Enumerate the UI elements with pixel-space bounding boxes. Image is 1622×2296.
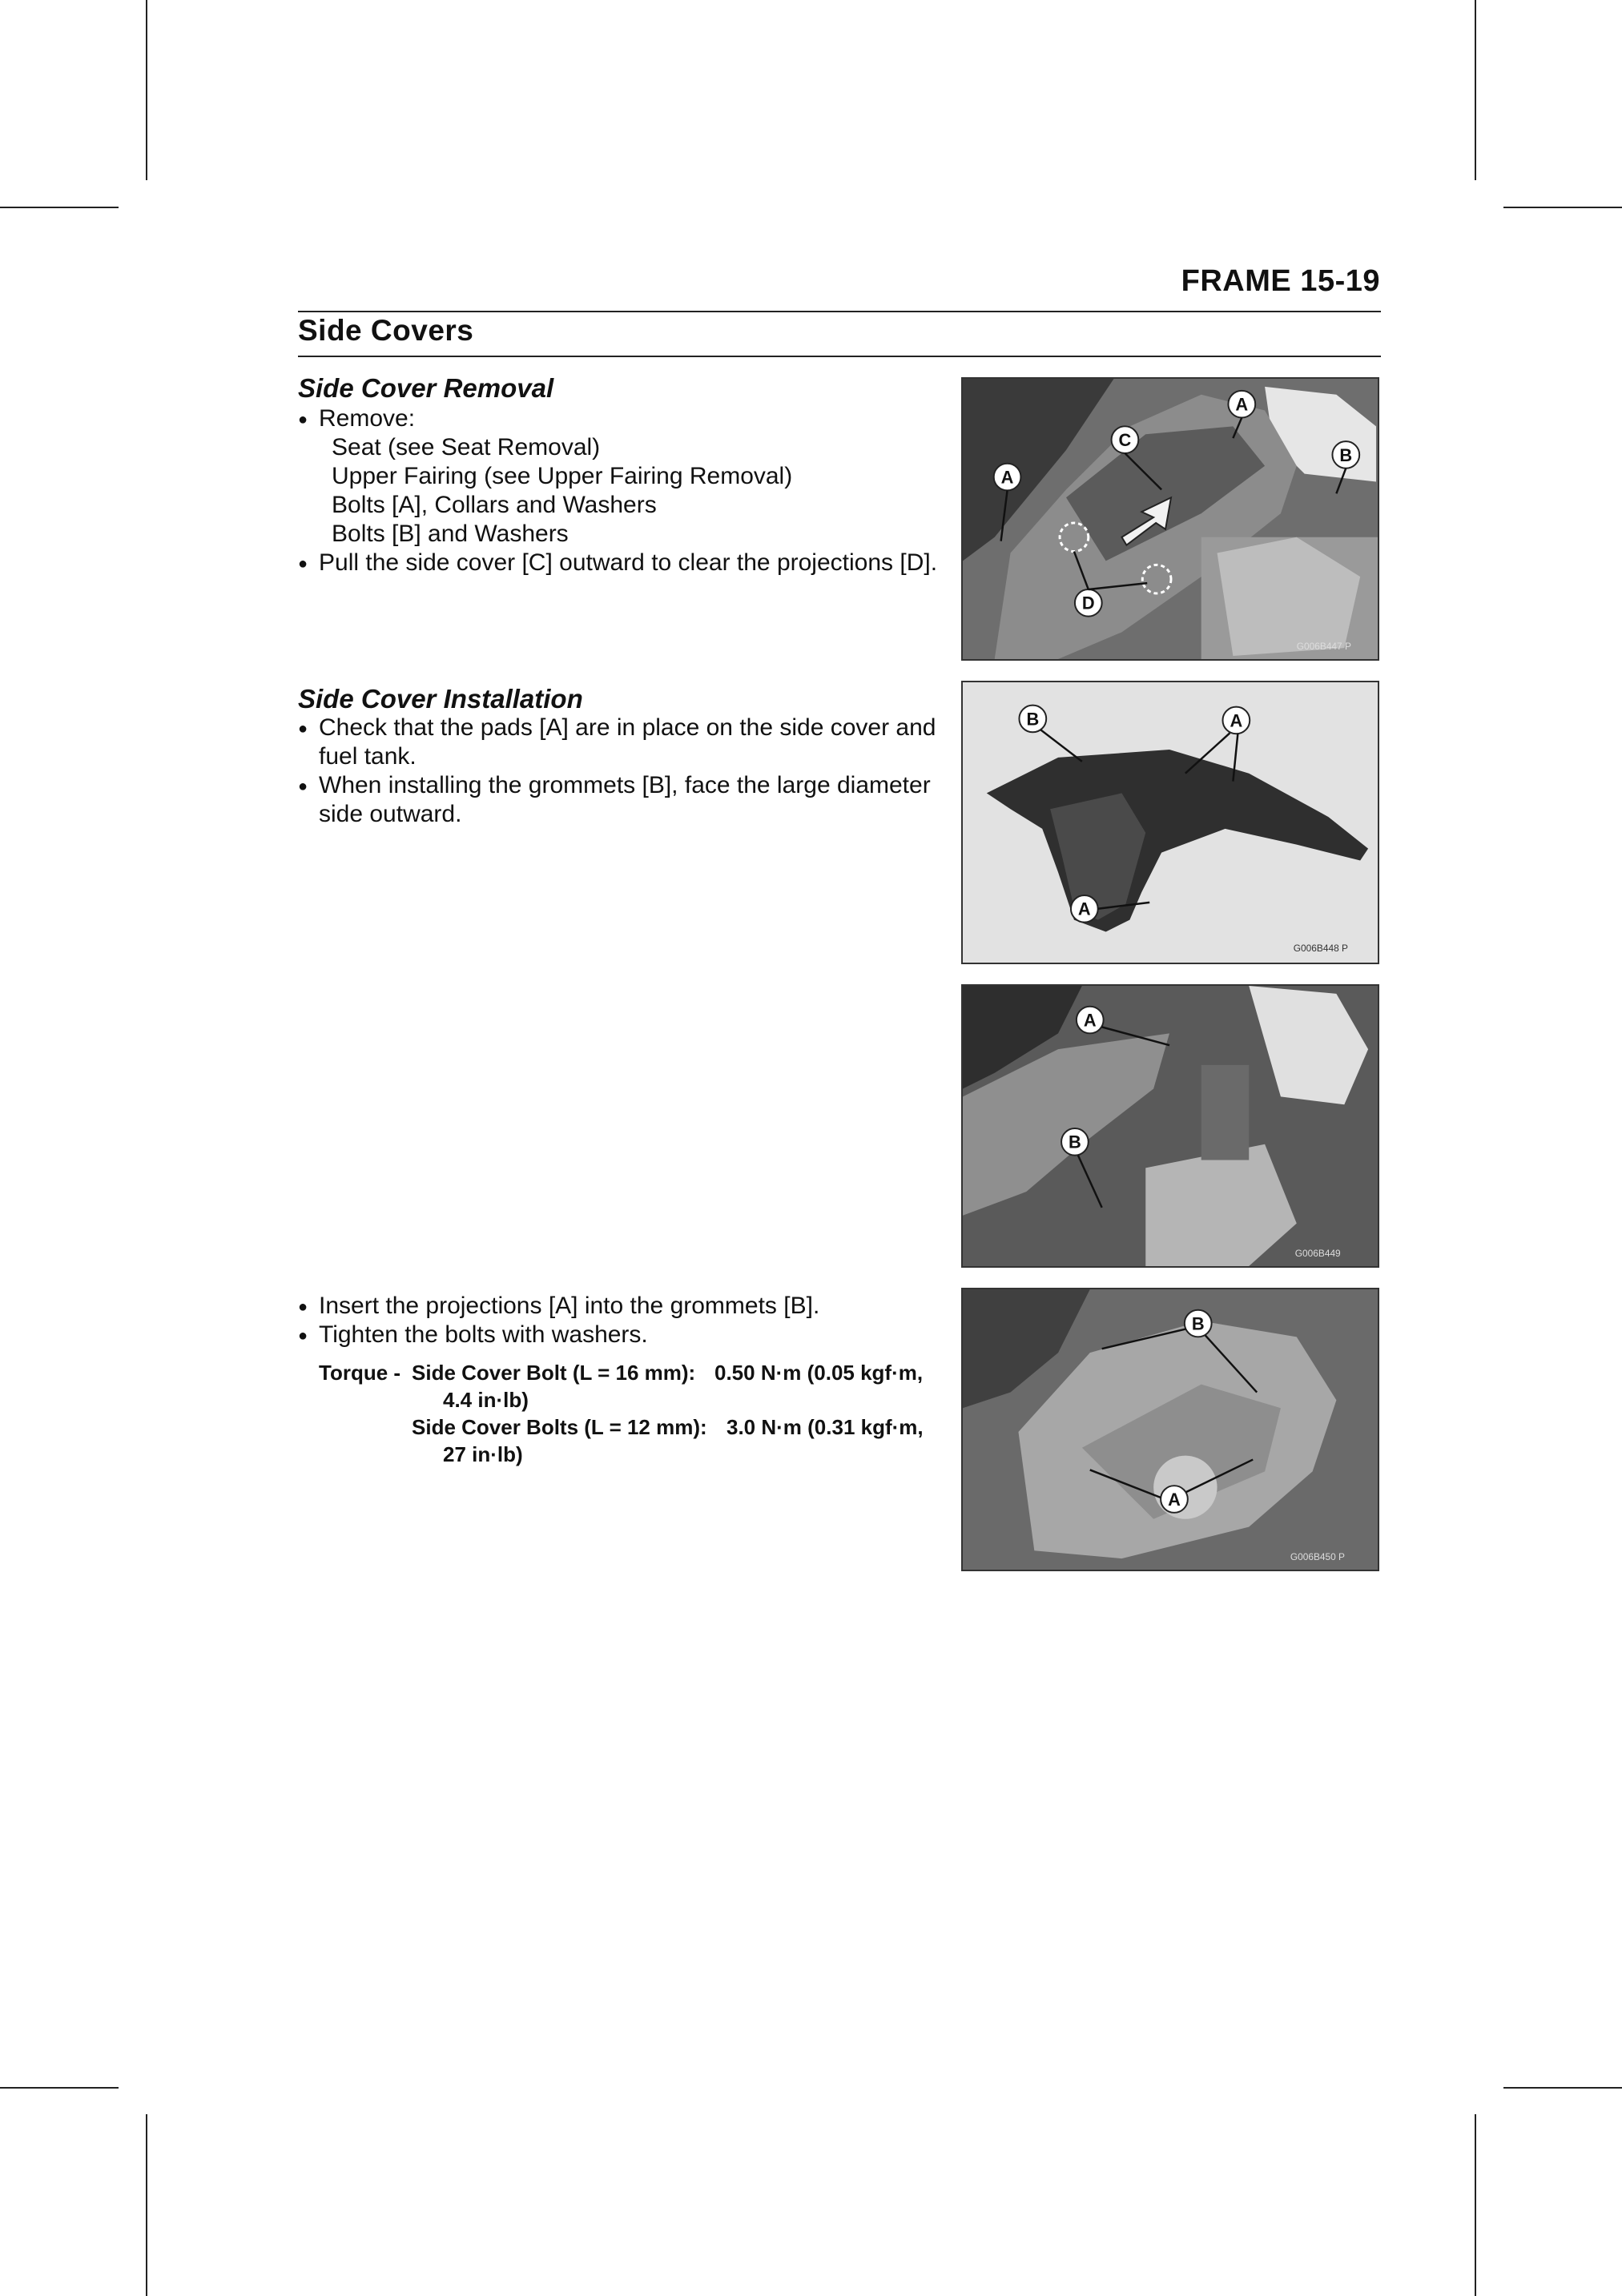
- figure-code: G006B448 P: [1293, 943, 1348, 955]
- figure-side-cover-installed: [961, 1288, 1379, 1571]
- installation-step-tighten: ● Tighten the bolts with washers.: [319, 1321, 648, 1349]
- crop-mark-bottom-right-vertical: [1475, 2114, 1476, 2296]
- crop-mark-bottom-left-horizontal: [0, 2087, 119, 2089]
- figure-frame-grommets: [961, 984, 1379, 1268]
- installation-step-grommets-cont: side outward.: [319, 801, 462, 827]
- installation-step-check-cont: fuel tank.: [319, 743, 417, 770]
- section-rule: [298, 356, 1381, 357]
- crop-mark-bottom-left-vertical: [146, 2114, 147, 2296]
- figure-label: D: [1081, 593, 1095, 613]
- removal-item: Seat (see Seat Removal): [332, 434, 601, 460]
- figure-label: A: [1077, 899, 1091, 919]
- torque-value-2: 3.0 N·m (0.31 kgf·m,: [726, 1415, 924, 1439]
- figure-code: G006B450 P: [1290, 1551, 1345, 1563]
- figure-label: B: [1339, 444, 1353, 465]
- figure-code: G006B449: [1294, 1248, 1341, 1260]
- figure-code: G006B447 P: [1296, 641, 1351, 653]
- installation-heading: Side Cover Installation: [298, 684, 583, 714]
- torque-value-2-cont: 27 in·lb): [443, 1442, 523, 1466]
- torque-value-1-cont: 4.4 in·lb): [443, 1388, 529, 1412]
- removal-item: Bolts [A], Collars and Washers: [332, 492, 657, 518]
- figure-side-cover-removal: [961, 377, 1379, 661]
- figure-side-cover-pads: [961, 681, 1379, 964]
- crop-mark-top-left-horizontal: [0, 207, 119, 208]
- removal-step-remove: ● Remove:: [319, 404, 415, 433]
- figure-label: A: [1230, 710, 1243, 731]
- page-header: FRAME 15-19: [1181, 264, 1380, 298]
- figure-label: C: [1118, 430, 1132, 451]
- torque-item-2: Side Cover Bolts (L = 12 mm):: [412, 1415, 707, 1439]
- figure-label: B: [1069, 1132, 1081, 1152]
- figure-label: A: [1168, 1489, 1181, 1510]
- torque-value-1: 0.50 N·m (0.05 kgf·m,: [714, 1361, 924, 1385]
- crop-mark-bottom-right-horizontal: [1503, 2087, 1622, 2089]
- removal-step-pull: ● Pull the side cover [C] outward to clear the projections [D].: [319, 549, 937, 577]
- crop-mark-top-right-horizontal: [1503, 207, 1622, 208]
- crop-mark-top-right-vertical: [1475, 0, 1476, 180]
- installation-step-check: ● Check that the pads [A] are in place on the side cover and: [319, 714, 936, 742]
- removal-heading: Side Cover Removal: [298, 373, 554, 403]
- figure-label: A: [1083, 1010, 1097, 1031]
- crop-mark-top-left-vertical: [146, 0, 147, 180]
- installation-step-insert: ● Insert the projections [A] into the grommets [B].: [319, 1292, 819, 1321]
- removal-item: Bolts [B] and Washers: [332, 521, 569, 547]
- figure-label: A: [1235, 394, 1249, 415]
- torque-label: Torque -: [319, 1361, 401, 1385]
- torque-item-1: Side Cover Bolt (L = 16 mm):: [412, 1361, 696, 1385]
- header-rule: [298, 311, 1381, 312]
- section-title: Side Covers: [298, 314, 474, 347]
- figure-label: B: [1026, 709, 1040, 730]
- removal-item: Upper Fairing (see Upper Fairing Removal): [332, 463, 793, 489]
- installation-step-grommets: ● When installing the grommets [B], face the large diameter: [319, 771, 931, 800]
- figure-label: A: [1000, 467, 1014, 488]
- figure-label: B: [1191, 1313, 1205, 1334]
